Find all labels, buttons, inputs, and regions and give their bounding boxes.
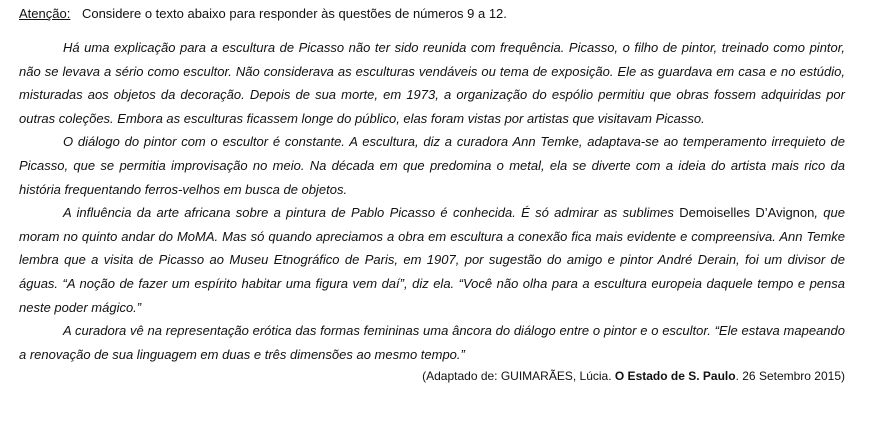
attention-label: Atenção: (19, 6, 71, 21)
document (19, 6, 845, 385)
paragraph-2: O diálogo do pintor com o escultor é constante. A escultura, diz a curadora Ann Temke, adaptava-se ao temperamento irrequieto de Picasso, que se permitia improvisação no meio. Na década em que predomina o metal, ela se diverte com a ideia do artista mais rico da história frequentando ferros-velhos em busca de objetos. (19, 134, 845, 197)
paragraph-3 (19, 201, 845, 319)
source-citation (19, 367, 845, 385)
attention-line (19, 6, 845, 22)
paragraph-1: Há uma explicação para a escultura de Picasso não ter sido reunida com frequência. Picasso, o filho de pintor, treinado como pintor, não se levava a sério como escultor. Não considerava as esculturas vendáveis ou tema de exposição. Ele as guardava em casa e no estúdio, misturadas aos objetos da decoração. Depois de sua morte, em 1973, a organização do espólio permitiu que obras fossem adquiridas por outras coleções. Embora as esculturas ficassem longe do público, elas foram vistas por artistas que visitavam Picasso. (19, 40, 845, 126)
paragraph-4: A curadora vê na representação erótica das formas femininas uma âncora do diálogo entre o pintor e o escultor. “Ele estava mapeando a renovação de sua linguagem em duas e três dimensões ao mesmo tempo.” (19, 323, 845, 362)
paragraph-3-after: , que moram no quinto andar do MoMA. Mas só quando apreciamos a obra em escultura a conexão fica mais evidente e compreensiva. Ann Temke lembra que a visita de Picasso ao Museu Etnográfico de Paris, em 1907, por sugestão do amigo e pintor André Derain, foi um divisor de águas. “A noção de fazer um espírito habitar uma figura vem daí”, diz ela. “Você não olha para a escultura europeia daquele tempo e pensa neste poder mágico.” (19, 205, 845, 315)
source-suffix: . 26 Setembro 2015) (735, 369, 845, 384)
source-publication: O Estado de S. Paulo (614, 369, 736, 384)
attention-text: Considere o texto abaixo para responder às questões de números 9 a 12. (81, 6, 507, 21)
source-prefix: (Adaptado de: GUIMARÃES, Lúcia. (422, 369, 615, 384)
artwork-title: Demoiselles D’Avignon (679, 205, 815, 221)
paragraph-3-before: A influência da arte africana sobre a pintura de Pablo Picasso é conhecida. É só admirar as sublimes (63, 205, 680, 221)
